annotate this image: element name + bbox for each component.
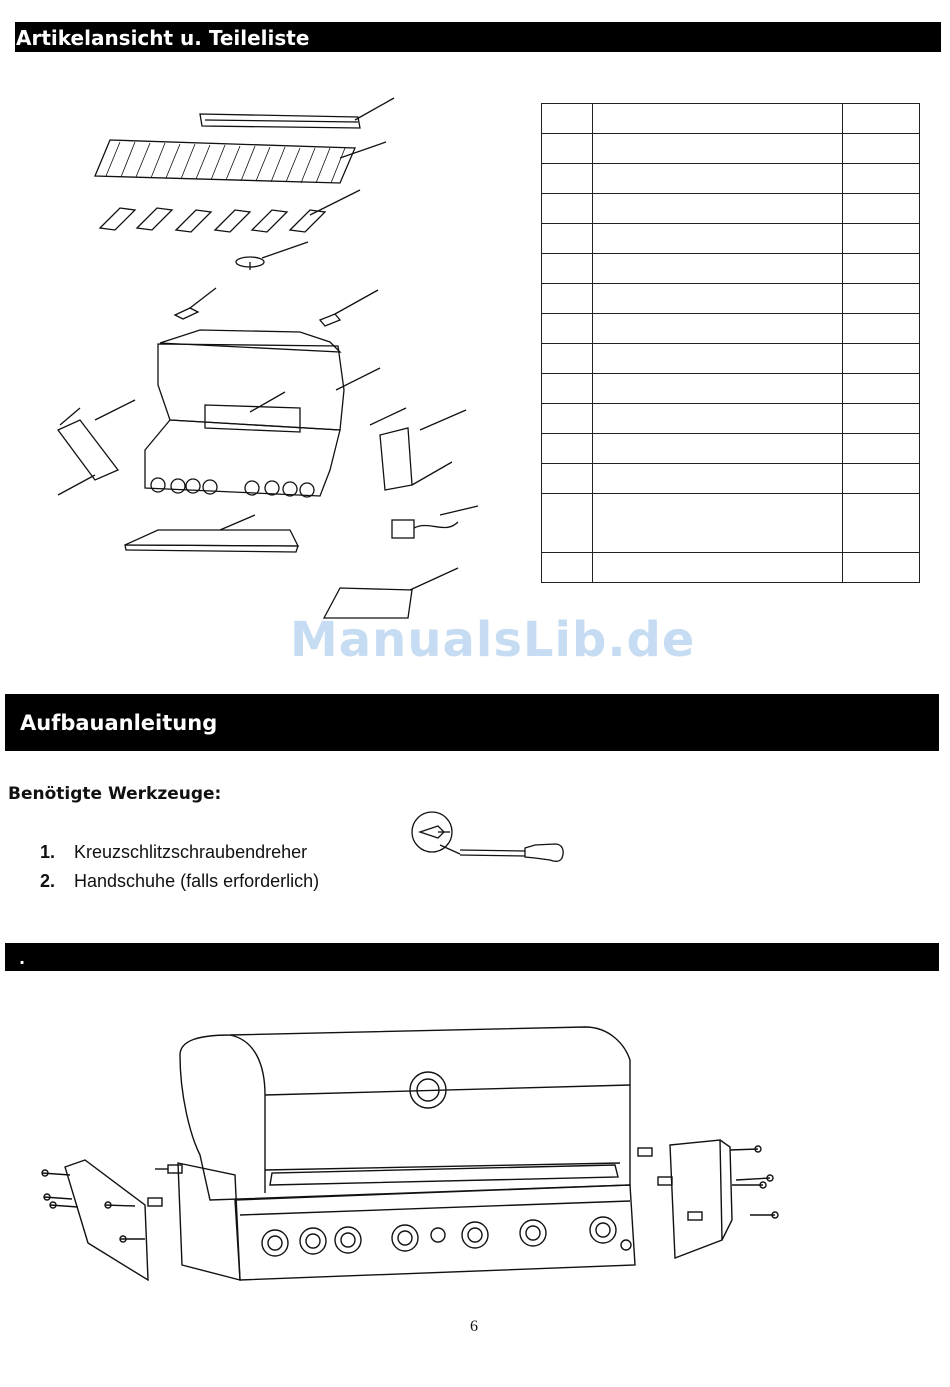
table-row xyxy=(542,284,920,314)
table-row xyxy=(542,404,920,434)
assembly-illustration xyxy=(30,1015,800,1295)
table-row xyxy=(542,194,920,224)
table-row xyxy=(542,464,920,494)
section-header-step xyxy=(5,943,939,971)
table-row xyxy=(542,224,920,254)
section-title-parts: Artikelansicht u. Teileliste xyxy=(16,26,310,50)
list-item-number: 1. xyxy=(40,842,56,862)
list-item-label: Handschuhe (falls erforderlich) xyxy=(74,871,320,891)
table-row xyxy=(542,314,920,344)
section-title-step: . xyxy=(19,949,26,968)
page-number: 6 xyxy=(470,1318,478,1335)
section-header-parts xyxy=(15,22,941,52)
watermark: ManualsLib.de xyxy=(290,612,696,668)
section-header-assembly xyxy=(5,694,939,751)
section-title-assembly: Aufbauanleitung xyxy=(20,711,218,735)
list-item xyxy=(40,842,307,863)
table-row xyxy=(542,434,920,464)
table-row xyxy=(542,164,920,194)
table-row xyxy=(542,254,920,284)
parts-table xyxy=(541,103,920,583)
list-item-label: Kreuzschlitzschraubendreher xyxy=(74,842,308,862)
table-row xyxy=(542,374,920,404)
screwdriver-icon xyxy=(410,810,570,870)
table-row xyxy=(542,104,920,134)
table-row xyxy=(542,134,920,164)
table-row xyxy=(542,494,920,553)
table-row xyxy=(542,344,920,374)
table-row xyxy=(542,553,920,583)
list-item xyxy=(40,871,319,892)
tools-heading: Benötigte Werkzeuge: xyxy=(8,784,222,804)
list-item-number: 2. xyxy=(40,871,56,891)
exploded-view-illustration xyxy=(40,90,520,630)
